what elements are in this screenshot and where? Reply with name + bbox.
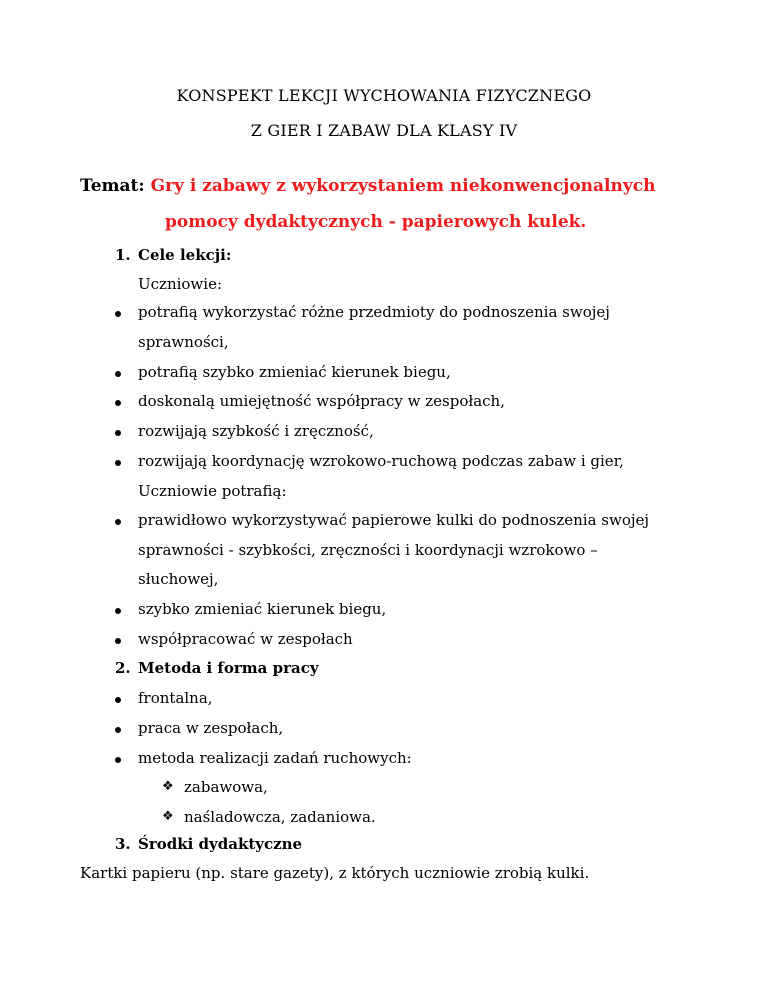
diamond-bullet-icon: ❖ xyxy=(162,779,174,794)
sub-list-item: naśladowcza, zadaniowa. xyxy=(184,808,376,826)
topic-text-2: pomocy dydaktycznych - papierowych kulek. xyxy=(165,212,587,232)
bullet-icon xyxy=(115,311,121,317)
section-1-title: Cele lekcji: xyxy=(138,246,232,264)
document-title-line-1: KONSPEKT LEKCJI WYCHOWANIA FIZYCZNEGO xyxy=(176,86,592,105)
section-1-intro: Uczniowie: xyxy=(138,275,223,293)
topic-label: Temat: xyxy=(80,176,145,196)
bullet-icon xyxy=(115,727,121,733)
list-item: frontalna, xyxy=(138,689,213,707)
section-1-number: 1. xyxy=(115,246,131,264)
topic-line-1 xyxy=(80,176,720,196)
bullet-icon xyxy=(115,757,121,763)
bullet-icon xyxy=(115,460,121,466)
list-item-continuation: słuchowej, xyxy=(138,570,219,588)
bullet-icon xyxy=(115,371,121,377)
document-title-line-2: Z GIER I ZABAW DLA KLASY IV xyxy=(250,121,518,140)
list-item: potrafią wykorzystać różne przedmioty do podnoszenia swojej xyxy=(138,303,610,321)
bullet-icon xyxy=(115,697,121,703)
section-2-number: 2. xyxy=(115,659,131,677)
section-2-title: Metoda i forma pracy xyxy=(138,659,319,677)
section-1-heading xyxy=(115,246,231,264)
section-3-title: Środki dydaktyczne xyxy=(138,835,303,853)
diamond-bullet-icon: ❖ xyxy=(162,809,174,824)
sub-list-item: zabawowa, xyxy=(184,778,268,796)
bullet-icon xyxy=(115,608,121,614)
list-item: współpracować w zespołach xyxy=(138,630,353,648)
bullet-icon xyxy=(115,519,121,525)
list-item: prawidłowo wykorzystywać papierowe kulki do podnoszenia swojej xyxy=(138,511,650,529)
bullet-icon xyxy=(115,430,121,436)
list-item: praca w zespołach, xyxy=(138,719,284,737)
list-item: doskonalą umiejętność współpracy w zespołach, xyxy=(138,392,505,410)
list-item: potrafią szybko zmieniać kierunek biegu, xyxy=(138,363,451,381)
bullet-icon xyxy=(115,400,121,406)
list-item: rozwijają koordynację wzrokowo-ruchową podczas zabaw i gier, xyxy=(138,452,624,470)
topic-line-2 xyxy=(165,212,768,232)
topic-text-1: Gry i zabawy z wykorzystaniem niekonwencjonalnych xyxy=(150,176,656,196)
section-2-heading xyxy=(115,659,319,677)
list-item-continuation: sprawności - szybkości, zręczności i koordynacji wzrokowo – xyxy=(138,541,598,559)
list-item: metoda realizacji zadań ruchowych: xyxy=(138,749,412,767)
bullet-icon xyxy=(115,638,121,644)
list-item: rozwijają szybkość i zręczność, xyxy=(138,422,374,440)
section-1-intro-2: Uczniowie potrafią: xyxy=(138,482,287,500)
list-item-continuation: sprawności, xyxy=(138,333,229,351)
section-3-heading xyxy=(115,835,302,853)
list-item: szybko zmieniać kierunek biegu, xyxy=(138,600,387,618)
section-3-text: Kartki papieru (np. stare gazety), z których uczniowie zrobią kulki. xyxy=(80,864,590,882)
section-3-number: 3. xyxy=(115,835,131,853)
